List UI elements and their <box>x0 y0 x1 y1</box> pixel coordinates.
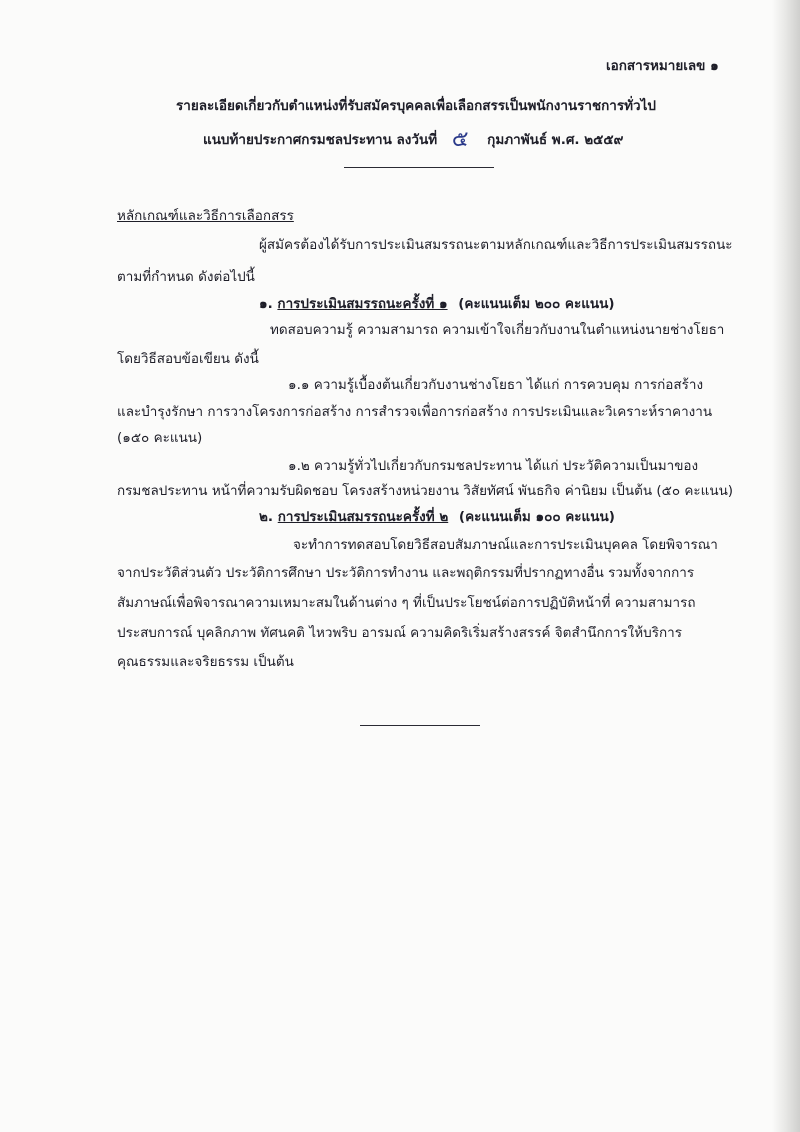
part2-heading <box>259 508 615 526</box>
intro-line1: ผู้สมัครต้องได้รับการประเมินสมรรถนะตามหลักเกณฑ์และวิธีการประเมินสมรรถนะ <box>259 237 733 253</box>
part2-title: การประเมินสมรรถนะครั้งที่ ๒ <box>277 509 449 525</box>
title-suffix: กุมภาพันธ์ พ.ศ. ๒๕๕๙ <box>487 132 624 148</box>
section-heading: หลักเกณฑ์และวิธีการเลือกสรร <box>117 208 294 224</box>
document-title-line2 <box>203 127 624 152</box>
end-divider <box>360 725 480 726</box>
part1-number: ๑. <box>259 296 273 312</box>
part2-line5: คุณธรรมและจริยธรรม เป็นต้น <box>117 654 294 670</box>
part2-number: ๒. <box>259 509 274 525</box>
part2-line4: ประสบการณ์ บุคลิกภาพ ทัศนคติ ไหวพริบ อารมณ์ ความคิดริเริ่มสร้างสรรค์ จิตสำนึกการให้บริการ <box>117 625 682 641</box>
part1-heading <box>259 295 615 313</box>
handwritten-day: ๕ <box>451 127 469 152</box>
part1-desc-line1: ทดสอบความรู้ ความสามารถ ความเข้าใจเกี่ยวกับงานในตำแหน่งนายช่างโยธา <box>270 322 725 338</box>
title-prefix: แนบท้ายประกาศกรมชลประทาน ลงวันที่ <box>203 132 438 148</box>
document-number: เอกสารหมายเลข ๑ <box>606 58 719 74</box>
item2-line2: กรมชลประทาน หน้าที่ความรับผิดชอบ โครงสร้างหน่วยงาน วิสัยทัศน์ พันธกิจ ค่านิยม เป็นต้น (๕๐ คะแนน) <box>117 483 734 499</box>
item1-line2: และบำรุงรักษา การวางโครงการก่อสร้าง การสำรวจเพื่อการก่อสร้าง การประเมินและวิเคราะห์ราคางาน <box>117 404 713 420</box>
part1-title: การประเมินสมรรถนะครั้งที่ ๑ <box>277 296 448 312</box>
item1-line1: ๑.๑ ความรู้เบื้องต้นเกี่ยวกับงานช่างโยธา ได้แก่ การควบคุม การก่อสร้าง <box>288 377 704 393</box>
part2-score: (คะแนนเต็ม ๑๐๐ คะแนน) <box>458 509 615 525</box>
part2-line3: สัมภาษณ์เพื่อพิจารณาความเหมาะสมในด้านต่าง ๆ ที่เป็นประโยชน์ต่อการปฏิบัติหน้าที่ ความสามารถ <box>117 595 696 611</box>
part1-score: (คะแนนเต็ม ๒๐๐ คะแนน) <box>458 296 615 312</box>
part2-line2: จากประวัติส่วนตัว ประวัติการศึกษา ประวัติการทำงาน และพฤติกรรมที่ปรากฏทางอื่น รวมทั้งจากการ <box>117 565 695 581</box>
page-edge-shadow <box>772 0 800 1132</box>
intro-line2: ตามที่กำหนด ดังต่อไปนี้ <box>117 269 255 285</box>
part1-desc-line2: โดยวิธีสอบข้อเขียน ดังนี้ <box>117 351 259 367</box>
title-divider <box>344 167 494 168</box>
item2-line1: ๑.๒ ความรู้ทั่วไปเกี่ยวกับกรมชลประทาน ได้แก่ ประวัติความเป็นมาของ <box>288 458 699 474</box>
part2-line1: จะทำการทดสอบโดยวิธีสอบสัมภาษณ์และการประเมินบุคคล โดยพิจารณา <box>293 537 718 553</box>
document-title-line1: รายละเอียดเกี่ยวกับตำแหน่งที่รับสมัครบุคคลเพื่อเลือกสรรเป็นพนักงานราชการทั่วไป <box>176 98 656 114</box>
item1-line3: (๑๕๐ คะแนน) <box>117 430 203 446</box>
